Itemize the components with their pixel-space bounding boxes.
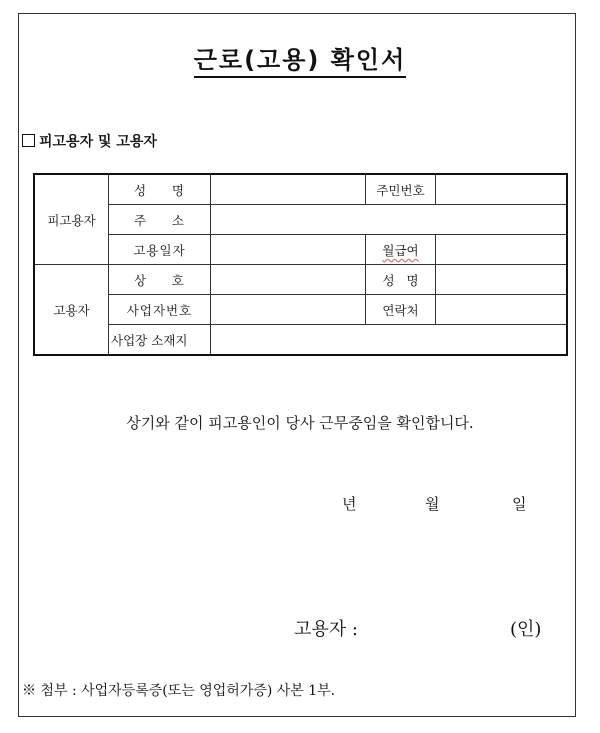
resident-no-label: 주민번호: [366, 174, 436, 205]
table-row: [34, 205, 567, 235]
contact-field[interactable]: [436, 295, 568, 325]
company-name-field[interactable]: [211, 265, 366, 295]
date-day-label: 일: [512, 495, 527, 513]
table-row: [34, 325, 567, 356]
employer-name-label: 성 명: [366, 265, 436, 295]
document-frame: [18, 13, 576, 717]
document-title: 근로(고용) 확인서: [0, 40, 600, 75]
workplace-address-field[interactable]: [211, 325, 568, 356]
confirmation-statement: 상기와 같이 피고용인이 당사 근무중임을 확인합니다.: [126, 414, 474, 432]
contact-label: 연락처: [366, 295, 436, 325]
checkbox-icon: [22, 134, 35, 147]
address-label: 주 소: [109, 205, 211, 235]
date-month-label: 월: [425, 495, 440, 513]
table-row: [34, 235, 567, 265]
section-heading: 피고용자 및 고용자: [22, 131, 157, 151]
monthly-salary-field[interactable]: [436, 235, 568, 265]
workplace-address-label: 사업장 소재지: [109, 325, 211, 356]
table-row: [34, 295, 567, 325]
table-row: [34, 174, 567, 205]
employee-group-label: 피고용자: [34, 174, 109, 265]
hire-date-label: 고용일자: [109, 235, 211, 265]
employer-sign-label: 고용자 :: [294, 619, 358, 640]
name-label: 성 명: [109, 174, 211, 205]
table-row: [34, 265, 567, 295]
seal-label: (인): [510, 619, 542, 640]
address-field[interactable]: [211, 205, 568, 235]
company-name-label: 상 호: [109, 265, 211, 295]
employee-name-field[interactable]: [211, 174, 366, 205]
business-reg-no-field[interactable]: [211, 295, 366, 325]
employer-group-label: 고용자: [34, 265, 109, 356]
date-year-label: 년: [342, 495, 357, 513]
attachment-footnote: ※ 첨부 : 사업자등록증(또는 영업허가증) 사본 1부.: [22, 683, 336, 699]
info-table: [33, 173, 568, 356]
hire-date-field[interactable]: [211, 235, 366, 265]
employer-name-field[interactable]: [436, 265, 568, 295]
business-reg-no-label: 사업자번호: [109, 295, 211, 325]
monthly-salary-label: 월급여: [366, 235, 436, 265]
resident-no-field[interactable]: [436, 174, 568, 205]
